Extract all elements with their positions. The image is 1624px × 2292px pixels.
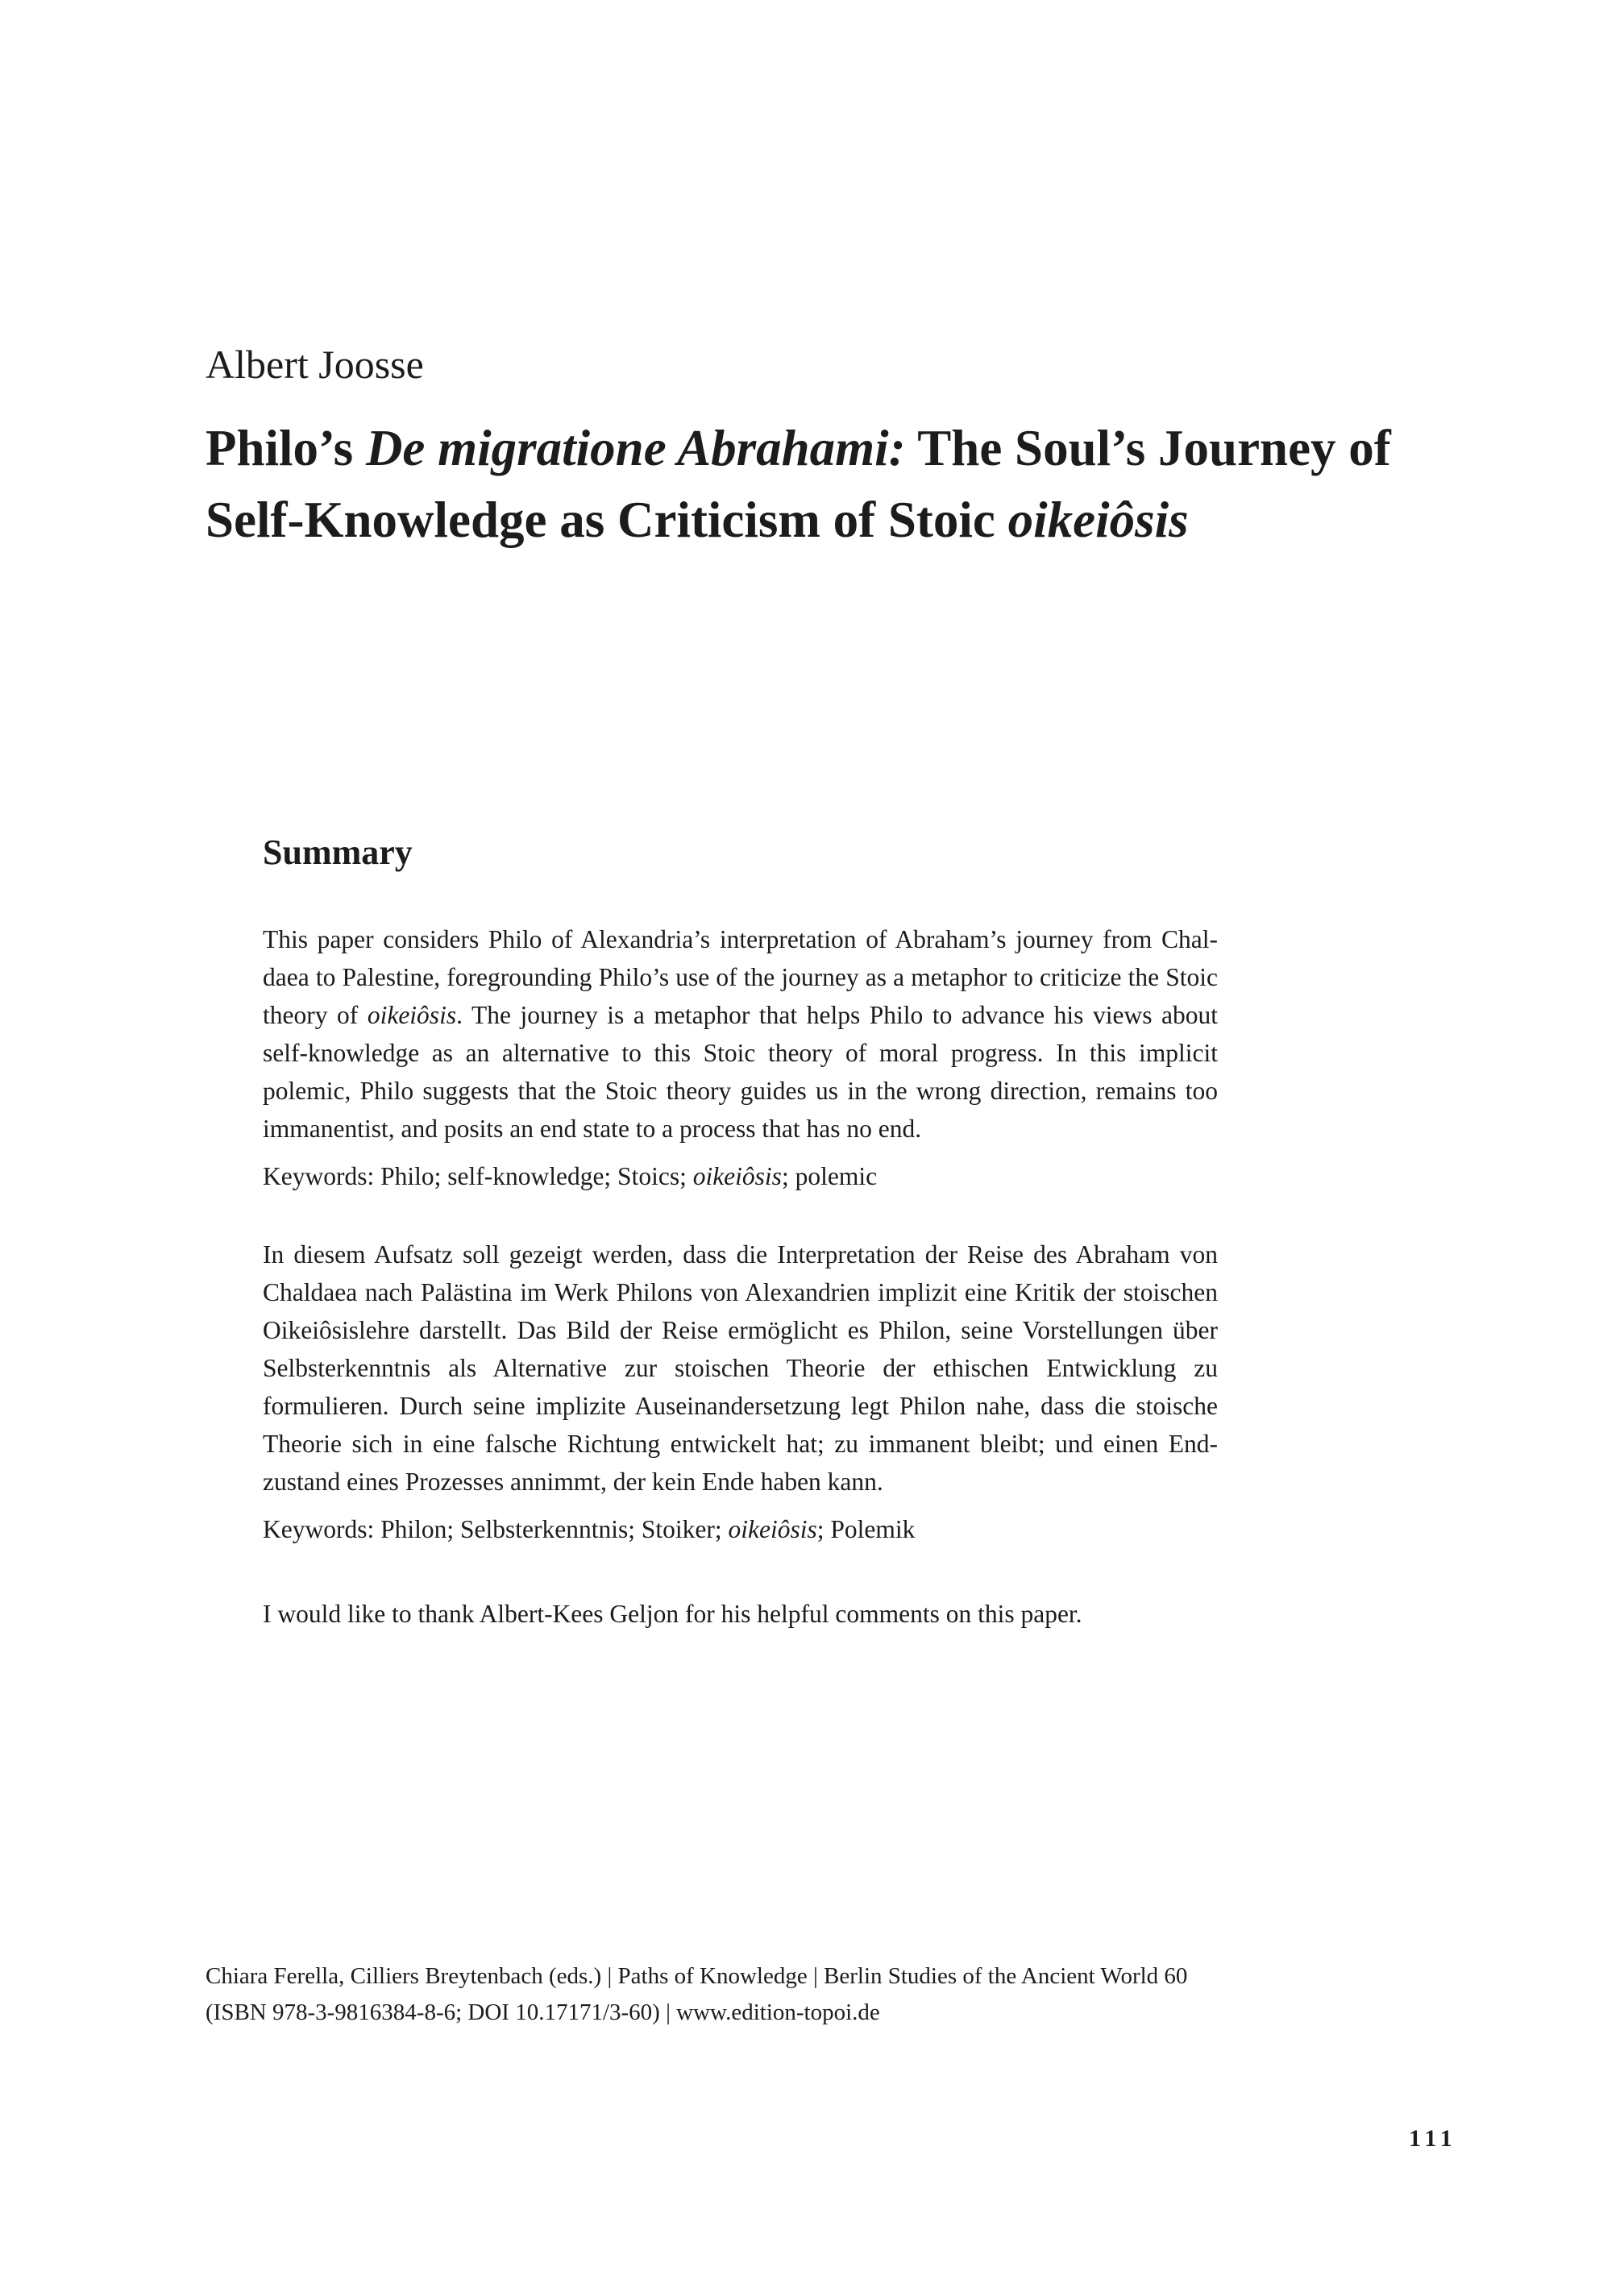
acknowledgement: I would like to thank Albert-Kees Geljon for his helpful comments on this paper. (263, 1600, 1082, 1628)
footer-isbn-line: (ISBN 978-3-9816384-8-6; DOI 10.17171/3-60) | www.edition-topoi.de (206, 1999, 880, 2025)
abstract-english-text-2: . The journey is a metaphor that helps Philo to advance his views about self-knowledge as an alternative to this Stoic theory of moral progress. In this implicit polemic, Philo suggests that the Stoic theory guides us in the wrong direction, remains too immanentist, and posits an end state to a process that has no end. (263, 1001, 1218, 1143)
keywords-german-text-1: Keywords: Philon; Selbsterkenntnis; Stoiker; (263, 1515, 729, 1543)
author-name: Albert Joosse (206, 342, 424, 387)
keywords-german-text-2: ; Polemik (816, 1515, 916, 1543)
paper-title (206, 413, 1495, 556)
keywords-german (263, 1510, 1218, 1548)
summary-section (263, 830, 1218, 1633)
abstract-english-text-1: This paper considers Philo of Alexandria’s interpretation of Abraham’s journey from Chaldaea to Palestine, foregrounding Philo’s use of the journey as a metaphor to criticize the Stoic theory of (263, 925, 1218, 1029)
title-part-1: Philo’s (206, 420, 366, 476)
abstract-german: In diesem Aufsatz soll gezeigt werden, dass die Interpretation der Reise des Abraham von Chaldaea nach Palästina im Werk Philons von Alexandrien implizit eine Kritik der stoischen Oikeiôsislehre darstellt. Das Bild der Reise ermöglicht es Philon, seine Vorstellungen über Selbsterkenntnis als Alternative zur stoischen Theorie der ethischen Entwicklung zu formulieren. Durch seine implizite Auseinandersetzung legt Philon nahe, dass die stoische Theorie sich in eine falsche Richtung entwickelt hat; zu immanent bleibt; und einen Endzustand eines Prozesses annimmt, der kein Ende haben kann. (263, 1240, 1218, 1496)
keywords-german-term: oikeiôsis (728, 1515, 817, 1543)
keywords-english (263, 1157, 1218, 1195)
footer-citation-line: Chiara Ferella, Cilliers Breytenbach (eds.) | Paths of Knowledge | Berlin Studies of the Ancient World 60 (206, 1963, 1188, 1989)
keywords-english-text-1: Keywords: Philo; self-knowledge; Stoics; (263, 1162, 693, 1190)
title-work-name: De migratione Abrahami: (365, 420, 906, 476)
title-part-3: The Soul’s Journey of Self-Knowledge as Criticism of Stoic (206, 420, 1391, 548)
page-number: 111 (1409, 2125, 1457, 2152)
title-term: oikeiôsis (1007, 492, 1189, 548)
keywords-english-text-2: ; polemic (781, 1162, 878, 1190)
keywords-english-term: oikeiôsis (692, 1162, 782, 1190)
abstract-english (263, 920, 1218, 1148)
summary-heading: Summary (263, 833, 413, 872)
abstract-english-term: oikeiôsis (367, 1001, 457, 1029)
publication-footer (206, 1958, 1334, 2031)
